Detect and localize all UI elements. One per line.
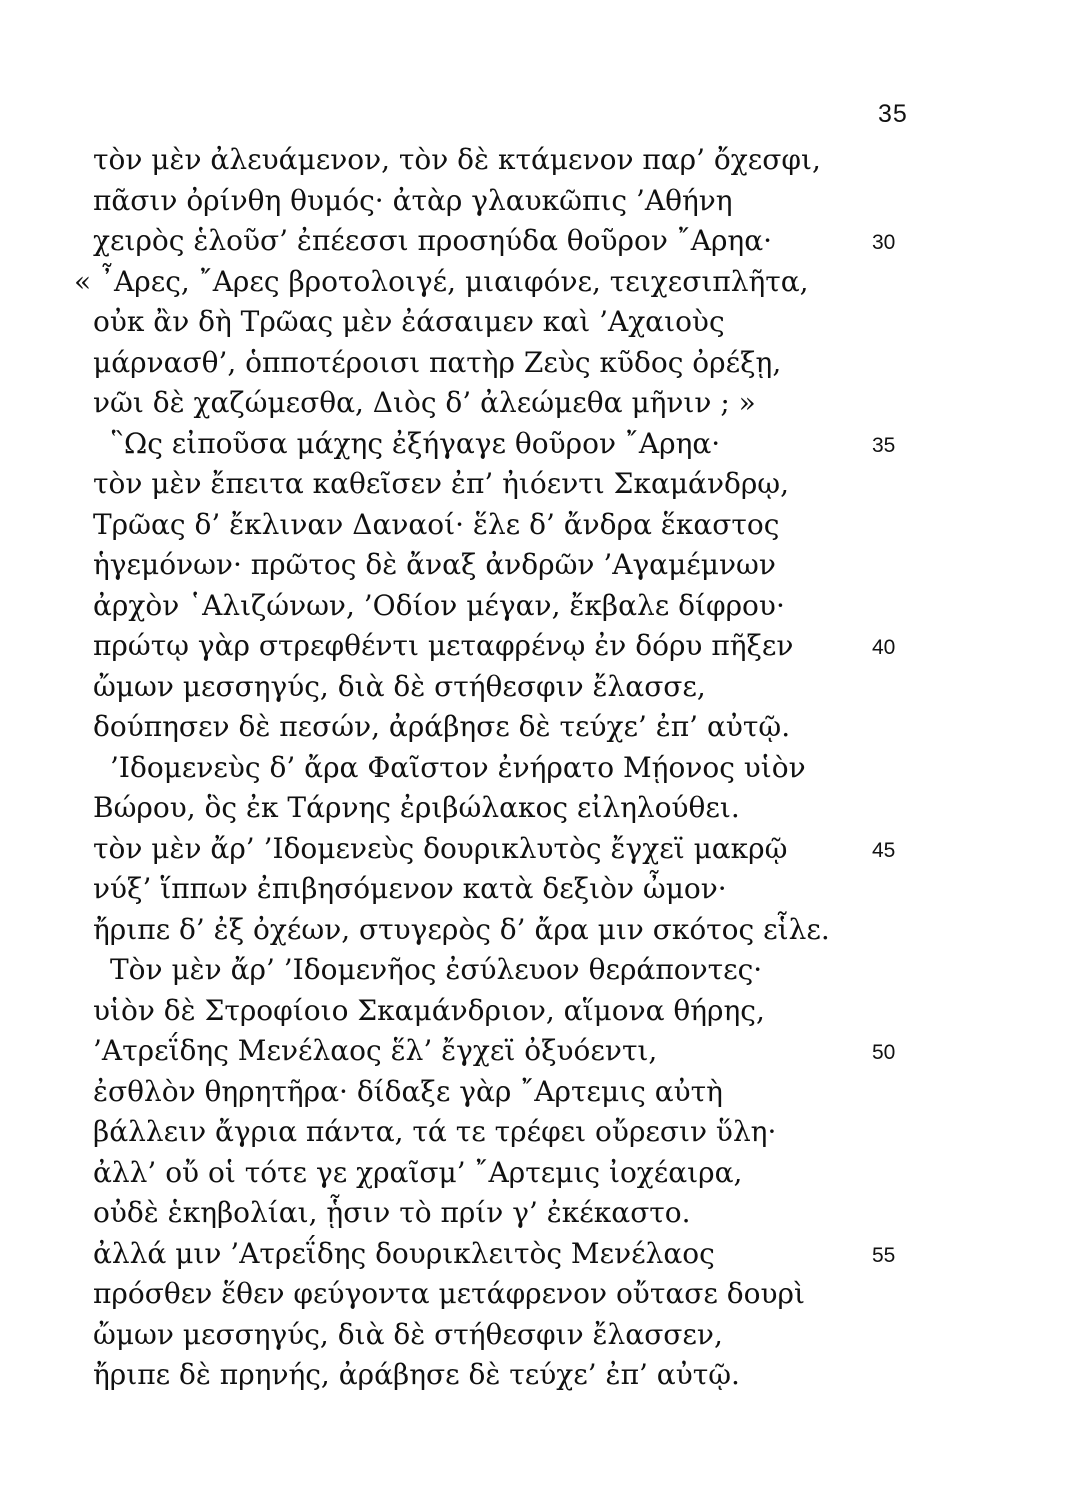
verse-text: ὤμων μεσσηγύς, διὰ δὲ στήθεσφιν ἔλασσε, xyxy=(93,669,706,703)
verse-line xyxy=(0,991,1074,1032)
verse-line xyxy=(0,626,1074,667)
verse-line xyxy=(0,505,1074,546)
verse-line xyxy=(0,262,1074,303)
verse-line xyxy=(0,140,1074,181)
verse-text: ἤριπε δὲ πρηνής, ἀράβησε δὲ τεύχε’ ἐπ’ αὐτῷ. xyxy=(93,1358,740,1391)
verse-text: νῶι δὲ χαζώμεσθα, Διὸς δ’ ἀλεώμεθα μῆνιν ; » xyxy=(93,386,756,419)
verse-text: ὤμων μεσσηγύς, διὰ δὲ στήθεσφιν ἔλασσεν, xyxy=(93,1317,723,1351)
verse-line xyxy=(0,586,1074,627)
verse-line xyxy=(0,343,1074,384)
verse-text: Τρῶας δ’ ἔκλιναν Δαναοί· ἕλε δ’ ἄνδρα ἕκαστος xyxy=(93,507,780,541)
verse-line xyxy=(0,464,1074,505)
verse-text: ἡγεμόνων· πρῶτος δὲ ἄναξ ἀνδρῶν ’Αγαμέμνων xyxy=(93,548,776,581)
verse-line xyxy=(0,221,1074,262)
verse-text: ’Ιδομενεὺς δ’ ἄρα Φαῖστον ἐνήρατο Μῄονος υἱὸν xyxy=(110,750,806,784)
verse-text: ἀρχὸν ῾Αλιζώνων, ’Οδίον μέγαν, ἔκβαλε δίφρου· xyxy=(93,588,785,622)
verse-block xyxy=(0,140,1074,1396)
verse-text: ἤριπε δ’ ἐξ ὀχέων, στυγερὸς δ’ ἄρα μιν σκότος εἷλε. xyxy=(93,912,830,946)
verse-text: τὸν μὲν ἔπειτα καθεῖσεν ἐπ’ ἠιόεντι Σκαμάνδρῳ, xyxy=(93,467,790,500)
verse-line xyxy=(0,383,1074,424)
verse-line xyxy=(0,1153,1074,1194)
verse-text: πᾶσιν ὀρίνθη θυμός· ἀτὰρ γλαυκῶπις ’Αθήνη xyxy=(93,183,733,217)
verse-line xyxy=(0,424,1074,465)
verse-line xyxy=(0,1355,1074,1396)
verse-text: ἀλλ’ οὔ οἱ τότε γε χραῖσμ’ ῎Αρτεμις ἰοχέαιρα, xyxy=(93,1155,743,1189)
verse-text: « ῏Αρες, ῎Αρες βροτολοιγέ, μιαιφόνε, τειχεσιπλῆτα, xyxy=(74,264,809,298)
verse-text: πρώτῳ γὰρ στρεφθέντι μεταφρένῳ ἐν δόρυ πῆξεν xyxy=(93,629,794,662)
verse-line xyxy=(0,950,1074,991)
verse-line xyxy=(0,829,1074,870)
page-number: 35 xyxy=(878,100,908,128)
verse-line xyxy=(0,788,1074,829)
line-number: 40 xyxy=(872,636,896,659)
verse-line xyxy=(0,707,1074,748)
verse-line xyxy=(0,1315,1074,1356)
verse-text: ἐσθλὸν θηρητῆρα· δίδαξε γὰρ ῎Αρτεμις αὐτὴ xyxy=(93,1074,723,1108)
verse-line xyxy=(0,1112,1074,1153)
verse-line xyxy=(0,910,1074,951)
line-number: 45 xyxy=(872,838,896,862)
verse-text: πρόσθεν ἕθεν φεύγοντα μετάφρενον οὔτασε δουρὶ xyxy=(93,1277,805,1310)
line-number: 50 xyxy=(872,1041,896,1064)
verse-line xyxy=(0,545,1074,586)
verse-text: δούπησεν δὲ πεσών, ἀράβησε δὲ τεύχε’ ἐπ’ αὐτῷ. xyxy=(93,710,791,743)
verse-line xyxy=(0,1072,1074,1113)
verse-text: νύξ’ ἵππων ἐπιβησόμενον κατὰ δεξιὸν ὦμον· xyxy=(93,872,727,905)
verse-text: τὸν μὲν ἄρ’ ’Ιδομενεὺς δουρικλυτὸς ἔγχεϊ μακρῷ xyxy=(93,831,788,865)
verse-line xyxy=(0,181,1074,222)
verse-text: υἱὸν δὲ Στροφίοιο Σκαμάνδριον, αἵμονα θήρης, xyxy=(93,993,765,1027)
verse-text: ῝Ως εἰποῦσα μάχης ἐξήγαγε θοῦρον ῎Αρηα· xyxy=(110,426,721,460)
verse-line xyxy=(0,748,1074,789)
verse-text: Τὸν μὲν ἄρ’ ’Ιδομενῆος ἐσύλευον θεράποντες· xyxy=(110,953,763,986)
verse-text: μάρνασθ’, ὁπποτέροισι πατὴρ Ζεὺς κῦδος ὀρέξῃ, xyxy=(93,345,782,379)
line-number: 35 xyxy=(872,433,896,457)
line-number: 30 xyxy=(872,231,896,254)
verse-text: οὐκ ἂν δὴ Τρῶας μὲν ἐάσαιμεν καὶ ’Αχαιοὺς xyxy=(93,305,725,338)
verse-text: βάλλειν ἄγρια πάντα, τά τε τρέφει οὔρεσιν ὕλη· xyxy=(93,1115,777,1148)
verse-text: Βώρου, ὃς ἐκ Τάρνης ἐριβώλακος εἰληλούθει. xyxy=(93,791,740,824)
verse-line xyxy=(0,1193,1074,1234)
verse-text: χειρὸς ἑλοῦσ’ ἐπέεσσι προσηύδα θοῦρον ῎Αρηα· xyxy=(93,224,772,257)
verse-line xyxy=(0,667,1074,708)
verse-text: ’Ατρεΐδης Μενέλαος ἕλ’ ἔγχεϊ ὀξυόεντι, xyxy=(93,1034,658,1067)
verse-line xyxy=(0,869,1074,910)
verse-text: ἀλλά μιν ’Ατρεΐδης δουρικλειτὸς Μενέλαος xyxy=(93,1236,715,1270)
line-number: 55 xyxy=(872,1243,896,1267)
verse-text: τὸν μὲν ἀλευάμενον, τὸν δὲ κτάμενον παρ’ ὄχεσφι, xyxy=(93,143,821,176)
verse-line xyxy=(0,1031,1074,1072)
verse-text: οὐδὲ ἑκηβολίαι, ᾗσιν τὸ πρίν γ’ ἐκέκαστο. xyxy=(93,1196,691,1229)
verse-line xyxy=(0,302,1074,343)
verse-line xyxy=(0,1234,1074,1275)
verse-line xyxy=(0,1274,1074,1315)
